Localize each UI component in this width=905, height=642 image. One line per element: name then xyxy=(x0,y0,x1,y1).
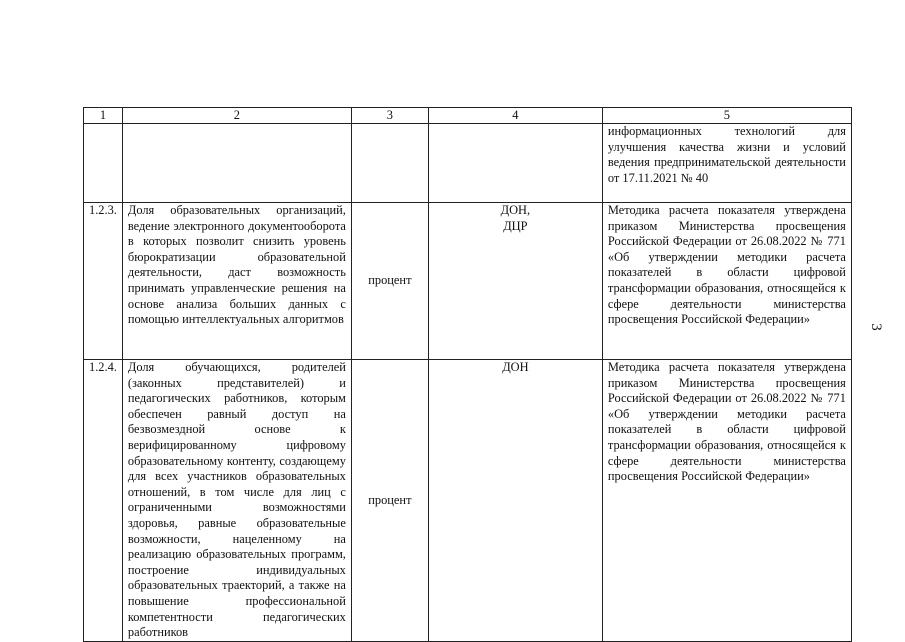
table-row xyxy=(84,124,852,203)
table-row xyxy=(84,360,852,642)
row-number: 1.2.3. xyxy=(84,203,123,360)
method-text: Методика расчета показателя утверждена приказом Министерства просвещения Российской Федерации от 26.08.2022 № 771 «Об утверждении методики расчета показателей в области цифровой трансформации образования, относящейся к сфере деятельности министерства просвещения Российской Федерации» xyxy=(602,360,851,642)
method-text: Методика расчета показателя утверждена приказом Министерства просвещения Российской Федерации от 26.08.2022 № 771 «Об утверждении методики расчета показателей в области цифровой трансформации образования, относящейся к сфере деятельности министерства просвещения Российской Федерации» xyxy=(602,203,851,360)
indicator-text: Доля обучающихся, родителей (законных представителей) и педагогических работников, которым обеспечен равный доступ на безвозмездной основе к верифицированному цифровому образовательному контенту, создающему для всех участников образовательных отношений, в том числе для лиц с ограниченными возможностями здоровья, равные образовательные возможности, нацеленному на реализацию образовательных программ, построение индивидуальных образовательных траекторий, а также на повышение профессиональной компетентности педагогических работников xyxy=(122,360,351,642)
page-number: 3 xyxy=(868,323,884,331)
responsible-line: ДОН xyxy=(502,360,529,374)
table-row xyxy=(84,203,852,360)
responsible-cell xyxy=(428,360,602,642)
column-header: 3 xyxy=(351,108,428,124)
responsible-line: ДОН, xyxy=(500,203,531,217)
row-number xyxy=(84,124,123,203)
unit-cell: процент xyxy=(351,203,428,360)
method-text: информационных технологий для улучшения качества жизни и условий ведения предпринимательской деятельности от 17.11.2021 № 40 xyxy=(602,124,851,203)
responsible-line: ДЦР xyxy=(503,218,528,233)
unit-cell xyxy=(351,124,428,203)
table-header-row xyxy=(84,108,852,124)
indicator-text: Доля образовательных организаций, ведение электронного документооборота в которых позволит снизить уровень бюрократизации образовательной деятельности, даст возможность принимать управленческие решения на основе анализа больших данных с помощью интеллектуальных алгоритмов xyxy=(122,203,351,360)
unit-cell: процент xyxy=(351,360,428,642)
column-header: 2 xyxy=(122,108,351,124)
indicator-text xyxy=(122,124,351,203)
row-number: 1.2.4. xyxy=(84,360,123,642)
column-header: 4 xyxy=(428,108,602,124)
column-header: 1 xyxy=(84,108,123,124)
responsible-cell xyxy=(428,124,602,203)
responsible-cell xyxy=(428,203,602,360)
indicators-table xyxy=(83,107,852,642)
column-header: 5 xyxy=(602,108,851,124)
